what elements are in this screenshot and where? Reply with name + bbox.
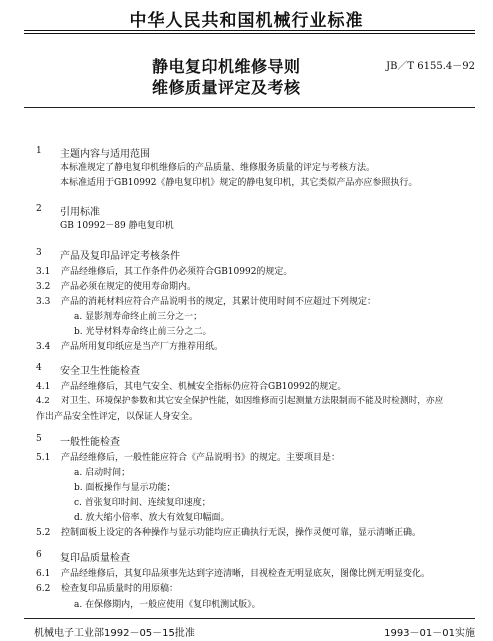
section-heading: 安全卫生性能检查 (60, 366, 140, 377)
section-heading: 一般性能检查 (60, 437, 120, 448)
footer-rule (24, 618, 475, 619)
section-heading: 主题内容与适用范围 (60, 149, 150, 160)
clause (36, 264, 292, 277)
section-number: 1 (36, 146, 42, 156)
document-title-line2: 维修质量评定及考核 (152, 78, 301, 97)
section-number: 5 (36, 434, 42, 444)
clause-text: 控制面板上设定的各种操作与显示功能均应正确执行无误，操作灵便可靠，显示清晰正确。 (61, 528, 422, 538)
effective-date: 1993－01－01实施 (384, 628, 475, 639)
section-heading: 产品及复印品评定考核条件 (60, 251, 180, 262)
clause (36, 279, 196, 292)
section-number: 3 (36, 248, 42, 258)
clause-text: 产品的消耗材料应符合产品说明书的规定，其累计使用时间不应超过下列规定： (61, 297, 377, 307)
clause-number: 3.3 (36, 297, 51, 307)
section-number: 2 (36, 204, 42, 214)
clause-number: 6.2 (36, 584, 51, 594)
document-title-line1: 静电复印机维修导则 (152, 57, 301, 76)
approval-note: 机械电子工业部1992－05－15批准 (34, 628, 195, 639)
clause (36, 294, 376, 307)
clause-number: 5.1 (36, 453, 51, 463)
list-item: a. 启动时间； (74, 468, 131, 478)
paragraph: 本标准规定了静电复印机维修后的产品质量、维修服务质量的评定与考核方法。 (60, 163, 376, 173)
clause-number: 5.2 (36, 528, 51, 538)
list-item: d. 放大缩小倍率、放大有效复印幅面。 (74, 513, 230, 523)
list-item: a. 显影剂寿命终止前三分之一； (74, 312, 203, 322)
header-title: 中华人民共和国机械行业标准 (129, 11, 364, 31)
clause (36, 339, 223, 352)
clause-number: 6.1 (36, 569, 51, 579)
standard-code: JB／T 6155.4－92 (386, 61, 475, 72)
section-number: 4 (36, 363, 42, 373)
clause (36, 566, 430, 579)
clause-number: 4.2 (36, 396, 50, 406)
list-item: b. 光导材料寿命终止前三分之二。 (74, 327, 212, 337)
clause-number: 4.1 (36, 382, 51, 392)
clause-number: 3.4 (36, 342, 51, 352)
reference-item: GB 10992－89 静电复印机 (60, 221, 174, 231)
clause (36, 394, 443, 406)
section-heading: 复印品质量检查 (60, 553, 130, 564)
clause-text: 产品经维修后，其工作条件仍必须符合GB10992的规定。 (61, 267, 293, 277)
list-item: c. 首张复印时间、连续复印速度； (74, 498, 211, 508)
clause (36, 379, 346, 392)
clause-continuation: 作出产品安全性评定，以保证人身安全。 (36, 412, 199, 422)
clause-text: 检查复印品质量时的用原稿： (61, 584, 179, 594)
clause-text: 产品经维修后，其复印品须事先达到字迹清晰，目视检查无明显底灰，图像比例无明显变化。 (61, 569, 431, 579)
clause-number: 3.2 (36, 282, 51, 292)
clause-text: 产品必须在规定的使用寿命期内。 (61, 282, 197, 292)
paragraph: 本标准适用于GB10992《静电复印机》规定的静电复印机，其它类似产品亦应参照执行。 (60, 178, 418, 188)
clause (36, 450, 340, 463)
list-item: a. 在保修期内，一般应使用《复印机测试版》。 (74, 600, 261, 610)
clause (36, 581, 178, 594)
clause-text: 产品经维修后，一般性能应符合《产品说明书》的规定。主要项目是： (61, 453, 341, 463)
list-item: b. 面板操作与显示功能； (74, 483, 176, 493)
section-heading: 引用标准 (60, 207, 100, 218)
clause-text: 对卫生、环境保护参数和其它安全保护性能，如因维修而引起测量方法限制而不能及时检测时，亦应 (61, 396, 444, 406)
clause-text: 产品所用复印纸应是当产厂方推荐用纸。 (61, 342, 224, 352)
section-number: 6 (36, 550, 42, 560)
clause (36, 525, 421, 538)
clause-text: 产品经维修后，其电气安全、机械安全指标仍应符合GB10992的规定。 (61, 382, 347, 392)
clause-number: 3.1 (36, 267, 51, 277)
